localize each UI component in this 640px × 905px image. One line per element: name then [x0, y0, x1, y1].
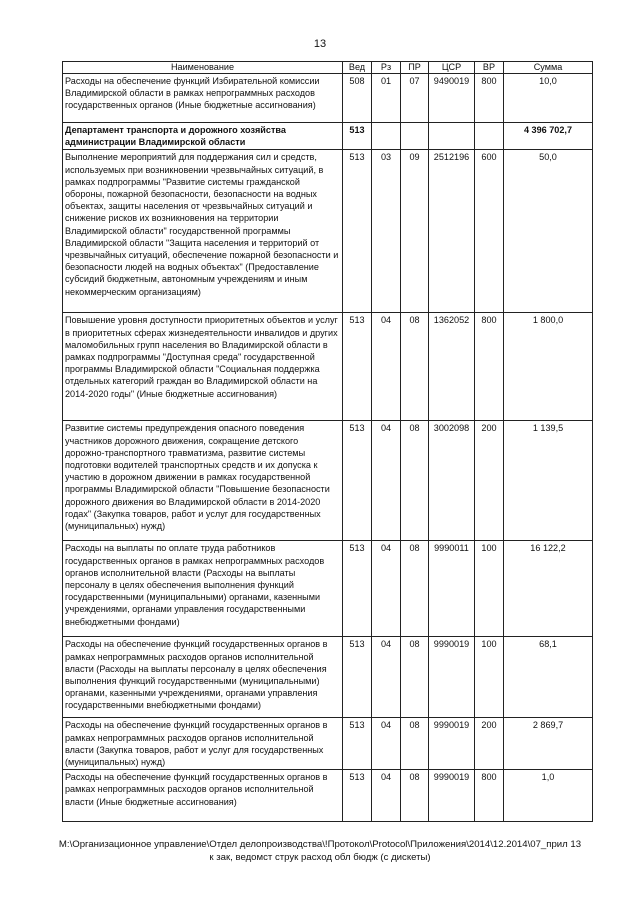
footer-line-1: М:\Организационное управление\Отдел делопроизводства\!Протокол\Protocol\Приложения\2014\12.2014\07_прил 13 [58, 839, 582, 850]
row-csr: 3002098 [429, 421, 475, 541]
header-vr: ВР [475, 62, 504, 74]
row-sum: 68,1 [504, 637, 593, 718]
row-rz [372, 123, 401, 150]
table-row [63, 150, 593, 313]
footer-line-2: к зак, ведомст струк расход обл бюдж (с дискеты) [209, 852, 431, 863]
table-row [63, 718, 593, 770]
row-rz: 04 [372, 313, 401, 421]
row-csr: 9990019 [429, 770, 475, 822]
row-csr: 9990011 [429, 541, 475, 637]
row-pr: 08 [401, 718, 429, 770]
row-name: Расходы на обеспечение функций государственных органов в рамках непрограммных расходов органов исполнительной власти (Расходы на выплаты персоналу в целях обеспечения выполнения функций государственными (муниципальными) органами, казенными учреждениями, органами управления государственными внебюджетными фондами) [63, 637, 343, 718]
row-csr [429, 123, 475, 150]
row-pr: 08 [401, 541, 429, 637]
table-row [63, 123, 593, 150]
row-rz: 01 [372, 74, 401, 123]
row-rz: 04 [372, 770, 401, 822]
row-sum: 2 869,7 [504, 718, 593, 770]
row-name: Развитие системы предупреждения опасного поведения участников дорожного движения, сокращение детского дорожно-транспортного травматизма, развитие системы подготовки водителей транспортных средств и их допуска к участию в дорожном движении в рамках государственной программы Владимирской области "Повышение безопасности дорожного движения во Владимирской области в 2014-2020 годах" (Закупка товаров, работ и услуг для государственных (муниципальных) нужд) [63, 421, 343, 541]
row-vr: 100 [475, 541, 504, 637]
row-vr: 100 [475, 637, 504, 718]
row-ved: 513 [343, 637, 372, 718]
row-pr: 08 [401, 637, 429, 718]
row-name: Расходы на обеспечение функций государственных органов в рамках непрограммных расходов органов исполнительной власти (Закупка товаров, работ и услуг для государственных (муниципальных) нужд) [63, 718, 343, 770]
row-ved: 513 [343, 718, 372, 770]
header-name: Наименование [63, 62, 343, 74]
row-ved: 513 [343, 313, 372, 421]
row-ved: 513 [343, 123, 372, 150]
header-ved: Вед [343, 62, 372, 74]
row-vr [475, 123, 504, 150]
row-rz: 03 [372, 150, 401, 313]
row-ved: 513 [343, 541, 372, 637]
table-row [63, 313, 593, 421]
row-name: Повышение уровня доступности приоритетных объектов и услуг в приоритетных сферах жизнедеятельности инвалидов и других маломобильных групп населения во Владимирской области в рамках подпрограммы "Доступная среда" государственной программы Владимирской области "Социальная поддержка отдельных категорий граждан во Владимирской области на 2014-2020 годы" (Иные бюджетные ассигнования) [63, 313, 343, 421]
row-name: Расходы на выплаты по оплате труда работников государственных органов в рамках непрограммных расходов органов исполнительной власти (Расходы на выплаты персоналу в целях обеспечения выполнения функций государственными (муниципальными) органами, казенными учреждениями, органами управления государственными внебюджетными фондами) [63, 541, 343, 637]
row-sum: 16 122,2 [504, 541, 593, 637]
budget-table [62, 61, 593, 822]
row-ved: 513 [343, 150, 372, 313]
page-number: 13 [313, 38, 327, 50]
header-csr: ЦСР [429, 62, 475, 74]
table-row [63, 541, 593, 637]
row-sum: 10,0 [504, 74, 593, 123]
table-row [63, 770, 593, 822]
table-row [63, 637, 593, 718]
row-rz: 04 [372, 541, 401, 637]
row-pr: 07 [401, 74, 429, 123]
row-pr [401, 123, 429, 150]
row-name: Расходы на обеспечение функций Избирательной комиссии Владимирской области в рамках непрограммных расходов государственных органов (Иные бюджетные ассигнования) [63, 74, 343, 123]
row-sum: 50,0 [504, 150, 593, 313]
file-path-footer [0, 838, 640, 864]
row-pr: 08 [401, 313, 429, 421]
header-sum: Сумма [504, 62, 593, 74]
row-ved: 513 [343, 421, 372, 541]
row-ved: 508 [343, 74, 372, 123]
row-sum: 1 139,5 [504, 421, 593, 541]
row-rz: 04 [372, 718, 401, 770]
row-vr: 800 [475, 74, 504, 123]
row-vr: 800 [475, 770, 504, 822]
row-rz: 04 [372, 637, 401, 718]
row-csr: 9490019 [429, 74, 475, 123]
row-sum: 1 800,0 [504, 313, 593, 421]
header-rz: Рз [372, 62, 401, 74]
row-name: Департамент транспорта и дорожного хозяйства администрации Владимирской области [63, 123, 343, 150]
row-name: Расходы на обеспечение функций государственных органов в рамках непрограммных расходов органов исполнительной власти (Иные бюджетные ассигнования) [63, 770, 343, 822]
row-csr: 9990019 [429, 718, 475, 770]
row-sum: 4 396 702,7 [504, 123, 593, 150]
row-vr: 200 [475, 421, 504, 541]
row-rz: 04 [372, 421, 401, 541]
table-row [63, 74, 593, 123]
row-pr: 09 [401, 150, 429, 313]
row-vr: 800 [475, 313, 504, 421]
row-sum: 1,0 [504, 770, 593, 822]
row-csr: 9990019 [429, 637, 475, 718]
row-csr: 1362052 [429, 313, 475, 421]
row-vr: 600 [475, 150, 504, 313]
header-pr: ПР [401, 62, 429, 74]
row-name: Выполнение мероприятий для поддержания сил и средств, используемых при возникновении чрезвычайных ситуаций, в рамках подпрограммы "Развитие системы гражданской обороны, пожарной безопасности, безопасности на водных объектах, защиты населения от чрезвычайных ситуаций и снижение рисков их возникновения на территории Владимирской области" государственной программы Владимирской области "Защита населения и территорий от чрезвычайных ситуаций, обеспечение пожарной безопасности и безопасности людей на водных объектах" (Предоставление субсидий бюджетным, автономным учреждениям и иным некоммерческим организациям) [63, 150, 343, 313]
row-csr: 2512196 [429, 150, 475, 313]
table-row [63, 421, 593, 541]
row-pr: 08 [401, 421, 429, 541]
row-pr: 08 [401, 770, 429, 822]
row-ved: 513 [343, 770, 372, 822]
table-header-row [63, 62, 593, 74]
row-vr: 200 [475, 718, 504, 770]
